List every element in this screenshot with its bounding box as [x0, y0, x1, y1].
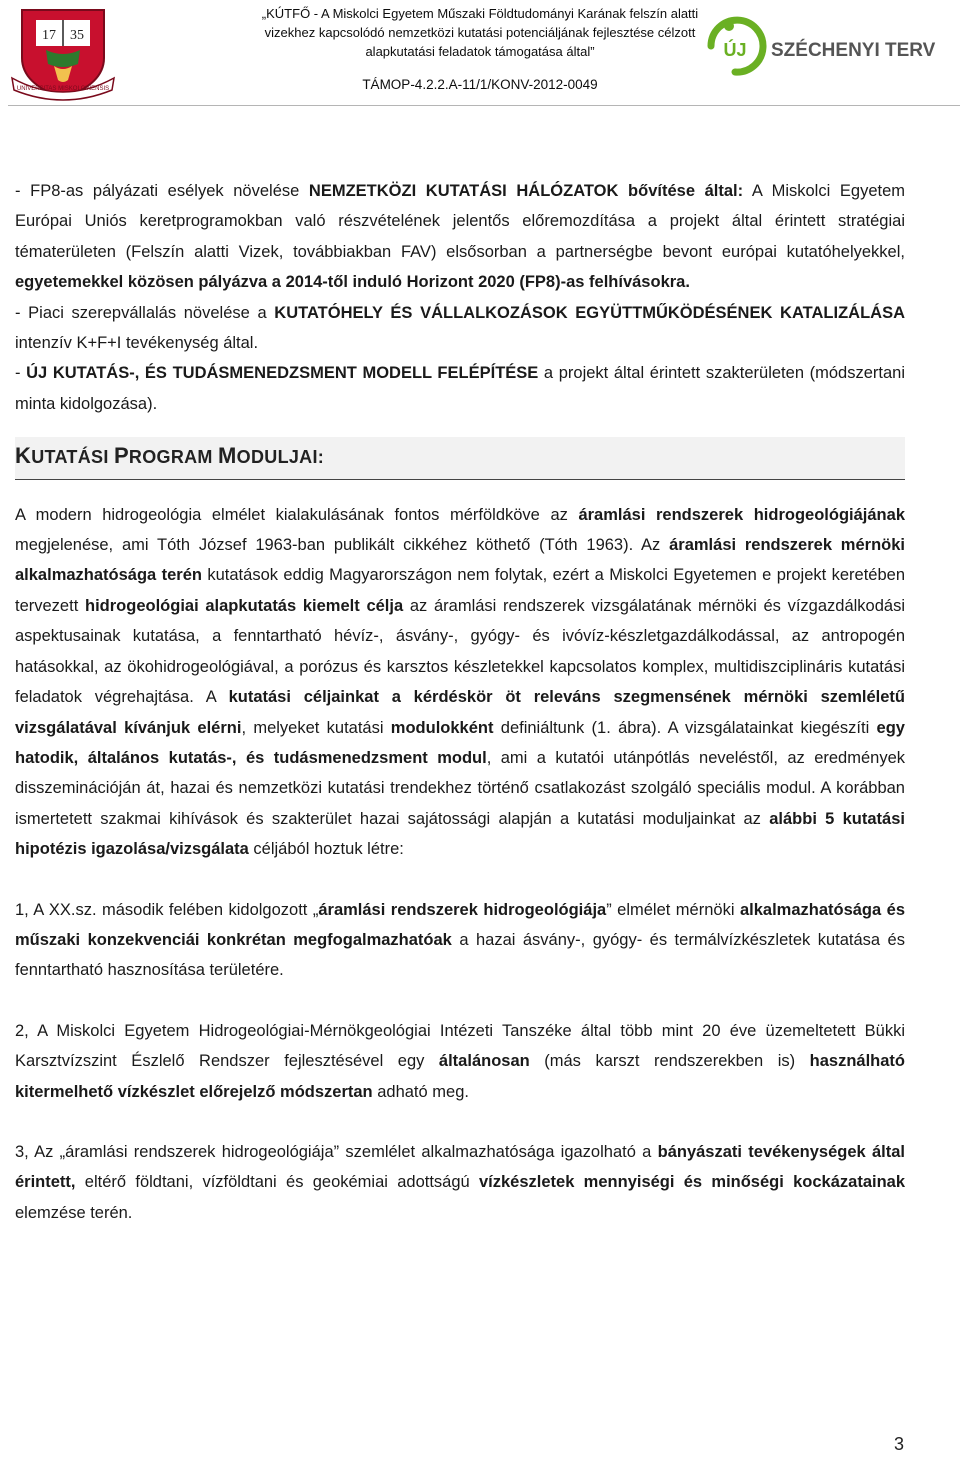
project-title-line-2: vizekhez kapcsolódó nemzetközi kutatási potenciáljának fejlesztése célzott	[264, 25, 696, 40]
intro-paragraph-2	[15, 298, 905, 359]
emphasis-run: bányászati tevékenységek által érintett,	[15, 1142, 905, 1192]
text-run: megjelenése, ami Tóth József 1963-ban publikált cikkéhez köthető (Tóth 1963). Az	[15, 536, 670, 555]
heading-run: ROGRAM	[128, 447, 219, 468]
text-run: (más karszt rendszerekben is)	[529, 1052, 810, 1071]
document-body	[15, 176, 905, 1228]
crest-year-left: 17	[42, 28, 56, 43]
intro-paragraph-1	[15, 176, 905, 298]
text-run: intenzív K+F+I tevékenység által.	[15, 334, 259, 353]
emphasis-run: áramlási rendszerek hidrogeológiája	[318, 900, 607, 919]
header-divider	[8, 105, 960, 106]
emphasis-run: alábbi 5 kutatási hipotézis igazolása/vizsgálata	[15, 809, 905, 859]
emphasis-run: egy hatodik, általános kutatás-, és tudásmenedzsment modul	[15, 718, 905, 767]
text-run: kutatások eddig Magyarországon nem folytak, ezért a Miskolci Egyetemen e projekt keretében tervezett	[15, 566, 906, 615]
heading-run: M	[218, 443, 237, 469]
text-run: -	[15, 364, 27, 383]
text-run: , melyeket kutatási	[241, 718, 391, 737]
text-run: 1, A XX.sz. második felében kidolgozott „	[15, 900, 319, 919]
heading-run: P	[113, 443, 129, 469]
heading-run: UTATÁSI	[31, 447, 114, 468]
crest-year-right: 35	[70, 28, 84, 43]
text-run: A modern hidrogeológia elmélet kialakulásának fontos mérföldköve az	[15, 505, 579, 524]
paragraph-spacer	[15, 986, 905, 1016]
intro-paragraph-3	[15, 358, 905, 419]
page-header	[0, 0, 960, 110]
szechenyi-wordmark: SZÉCHENYI TERV	[771, 40, 936, 61]
text-run: 3, Az „áramlási rendszerek hidrogeológiája” szemlélet alkalmazhatósága igazolható a	[15, 1142, 658, 1161]
emphasis-run: modulokként	[390, 718, 494, 737]
text-run: adható meg.	[372, 1082, 469, 1101]
text-run: elemzése terén.	[15, 1203, 133, 1222]
project-title-line-3: alapkutatási feladatok támogatása által”	[365, 44, 595, 59]
heading-run: K	[15, 443, 32, 469]
crest-ribbon-text: UNIVERSITAS MISKOLCINENSIS	[16, 86, 110, 92]
page-number: 3	[893, 1434, 904, 1454]
text-run: az áramlási rendszerek vizsgálatának mérnöki és vízgazdálkodási aspektusainak kutatása, a fenntartható hévíz-, ásvány-, gyógy- és ivóvíz-készletgazdálkodással, az antropogén hatásokkal, az ökohidrogeológiával, a porózus és karsztos készletekkel kapcsolatos komplex, multidiszciplináris kutatási feladatok végrehajtása. A	[15, 596, 905, 707]
text-run: , ami a kutatói utánpótlás neveléstől, az eredmények disszeminációján át, hazai és nemzetközi kutatási trendekhez történő csatlakozást szolgáló speciális modul. A korábban ismertetett szakmai kihívások és szakterület hazai sajátossági alapján a kutatási moduljainkat az	[15, 748, 905, 828]
emphasis-run: KUTATÓHELY ÉS VÁLLALKOZÁSOK EGYÜTTMŰKÖDÉSÉNEK KATALIZÁLÁSA	[274, 303, 905, 322]
text-run: 2, A Miskolci Egyetem Hidrogeológiai-Mérnökgeológiai Intézeti Tanszéke által több mint 20 éve üzemeltetett Bükki Karsztvízszint Észlelő Rendszer fejlesztésével egy	[15, 1021, 905, 1071]
project-title-line-1: „KÚTFŐ - A Miskolci Egyetem Műszaki Földtudományi Karának felszín alatti	[261, 6, 699, 21]
body-paragraph	[15, 500, 905, 865]
emphasis-run: kutatási céljainkat a kérdéskör öt releváns szegmensének mérnöki szemléletű vizsgálatával kívánjuk elérni	[15, 688, 905, 737]
hypothesis-item-1	[15, 895, 905, 986]
emphasis-run: alkalmazhatósága és műszaki konzekvenciái konkrétan megfogalmazhatóak	[15, 900, 905, 949]
szechenyi-terv-logo	[705, 14, 945, 78]
emphasis-run: áramlási rendszerek mérnöki alkalmazhatósága terén	[15, 536, 905, 585]
project-code: TÁMOP-4.2.2.A-11/1/KONV-2012-0049	[362, 77, 598, 92]
text-run: eltérő földtani, vízföldtani és geokémiai adottságú	[75, 1173, 479, 1192]
heading-run: ODULJAI:	[236, 447, 325, 468]
section-heading	[15, 437, 905, 479]
text-run: A Miskolci Egyetem Európai Uniós keretprogramokban való részvételének jelentős előremozdítása a projekt által érintett stratégiai tématerületen (Felszín alatti Vizek, továbbiakban FAV) elsősorban a partnerségbe bevont európai kutatóhelyekkel,	[15, 182, 906, 261]
paragraph-spacer	[15, 1107, 905, 1137]
university-crest-logo	[8, 6, 118, 102]
emphasis-run: általánosan	[438, 1052, 530, 1071]
emphasis-run: HÁLÓZATOK bővítése által:	[516, 182, 744, 200]
emphasis-run: áramlási rendszerek hidrogeológiájának	[578, 505, 905, 524]
text-run: ” elmélet mérnöki	[606, 900, 740, 919]
emphasis-run: egyetemekkel közösen pályázva a 2014-től induló Horizont 2020 (FP8)-as felhívásokra.	[15, 273, 690, 292]
text-run: céljából hoztuk létre:	[248, 840, 404, 859]
emphasis-run: hidrogeológiai alapkutatás kiemelt célja	[85, 596, 404, 615]
text-run: a projekt által érintett szakterületen (módszertani minta kidolgozása).	[15, 364, 905, 413]
szechenyi-badge-text: ÚJ	[723, 40, 747, 60]
hypothesis-item-3	[15, 1137, 905, 1228]
emphasis-run: ÚJ KUTATÁS-, ÉS TUDÁSMENEDZSMENT MODELL FELÉPÍTÉSE	[26, 364, 539, 383]
text-run: a hazai ásvány-, gyógy- és termálvízkészletek kutatása és fenntartható hasznosítása területére.	[15, 930, 905, 980]
hypothesis-item-2	[15, 1016, 905, 1107]
text-run: definiáltunk (1. ábra). A vizsgálatainkat kiegészíti	[493, 718, 877, 737]
paragraph-spacer	[15, 865, 905, 895]
emphasis-run: vízkészletek mennyiségi és minőségi kockázatainak	[479, 1173, 906, 1192]
text-run: - FP8-as pályázati esélyek növelése	[15, 182, 309, 200]
text-run: - Piaci szerepvállalás növelése a	[15, 303, 275, 322]
emphasis-run: használható kitermelhető vízkészlet előrejelző módszertan	[15, 1052, 905, 1101]
emphasis-run: NEMZETKÖZI KUTATÁSI	[308, 182, 517, 200]
